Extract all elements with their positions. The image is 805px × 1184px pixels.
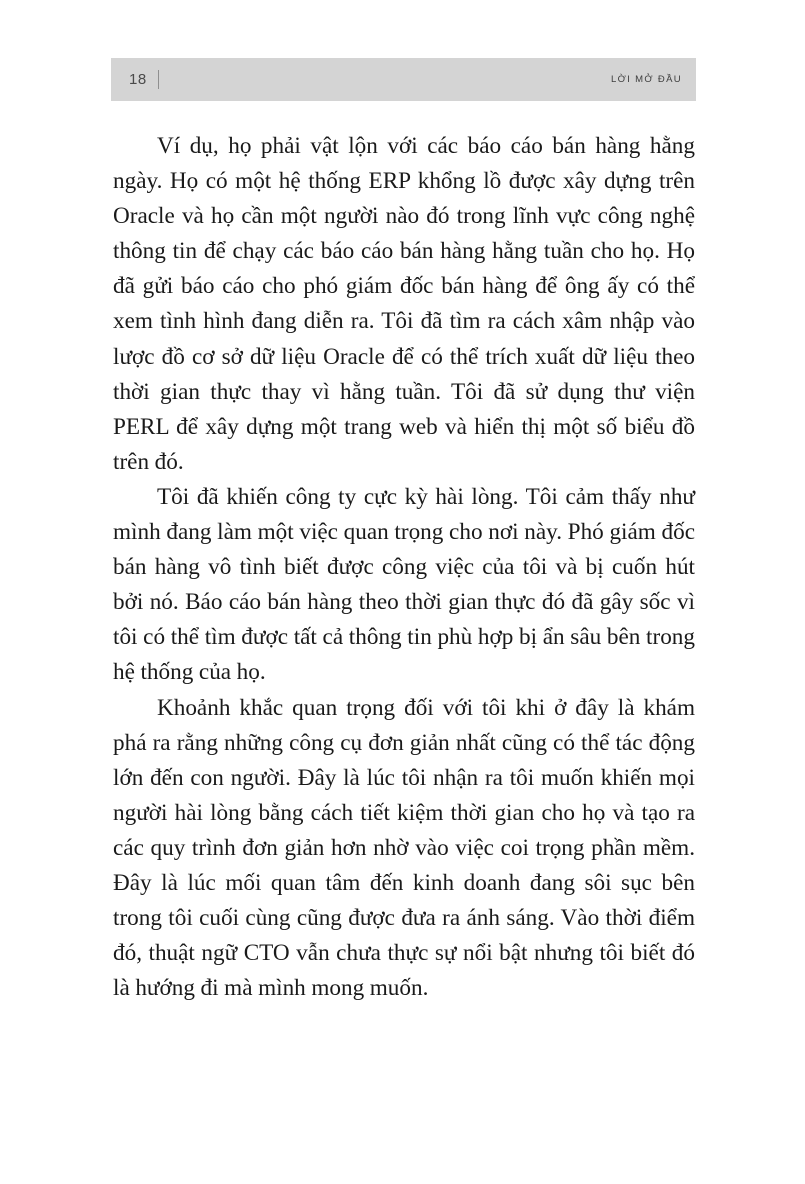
paragraph: Ví dụ, họ phải vật lộn với các báo cáo bán hàng hằng ngày. Họ có một hệ thống ERP khổng lồ được xây dựng trên Oracle và họ cần một người nào đó trong lĩnh vực công nghệ thông tin để chạy các báo cáo bán hàng hằng tuần cho họ. Họ đã gửi báo cáo cho phó giám đốc bán hàng để ông ấy có thể xem tình hình đang diễn ra. Tôi đã tìm ra cách xâm nhập vào lược đồ cơ sở dữ liệu Oracle để có thể trích xuất dữ liệu theo thời gian thực thay vì hằng tuần. Tôi đã sử dụng thư viện PERL để xây dựng một trang web và hiển thị một số biểu đồ trên đó. xyxy=(113,133,695,475)
page-number: 18 xyxy=(129,71,147,88)
running-header xyxy=(111,58,696,101)
vertical-separator-icon xyxy=(158,70,159,89)
running-header-left xyxy=(129,70,159,89)
paragraph: Khoảnh khắc quan trọng đối với tôi khi ở đây là khám phá ra rằng những công cụ đơn giản nhất cũng có thể tác động lớn đến con người. Đây là lúc tôi nhận ra tôi muốn khiến mọi người hài lòng bằng cách tiết kiệm thời gian cho họ và tạo ra các quy trình đơn giản hơn nhờ vào việc coi trọng phần mềm. Đây là lúc mối quan tâm đến kinh doanh đang sôi sục bên trong tôi cuối cùng cũng được đưa ra ánh sáng. Vào thời điểm đó, thuật ngữ CTO vẫn chưa thực sự nổi bật nhưng tôi biết đó là hướng đi mà mình mong muốn. xyxy=(113,694,695,1002)
chapter-title: LỜI MỞ ĐẦU xyxy=(611,73,682,85)
paragraph: Tôi đã khiến công ty cực kỳ hài lòng. Tôi cảm thấy như mình đang làm một việc quan trọng cho nơi này. Phó giám đốc bán hàng vô tình biết được công việc của tôi và bị cuốn hút bởi nó. Báo cáo bán hàng theo thời gian thực đó đã gây sốc vì tôi có thể tìm được tất cả thông tin phù hợp bị ẩn sâu bên trong hệ thống của họ. xyxy=(113,483,695,686)
body-text-column xyxy=(113,129,695,1006)
